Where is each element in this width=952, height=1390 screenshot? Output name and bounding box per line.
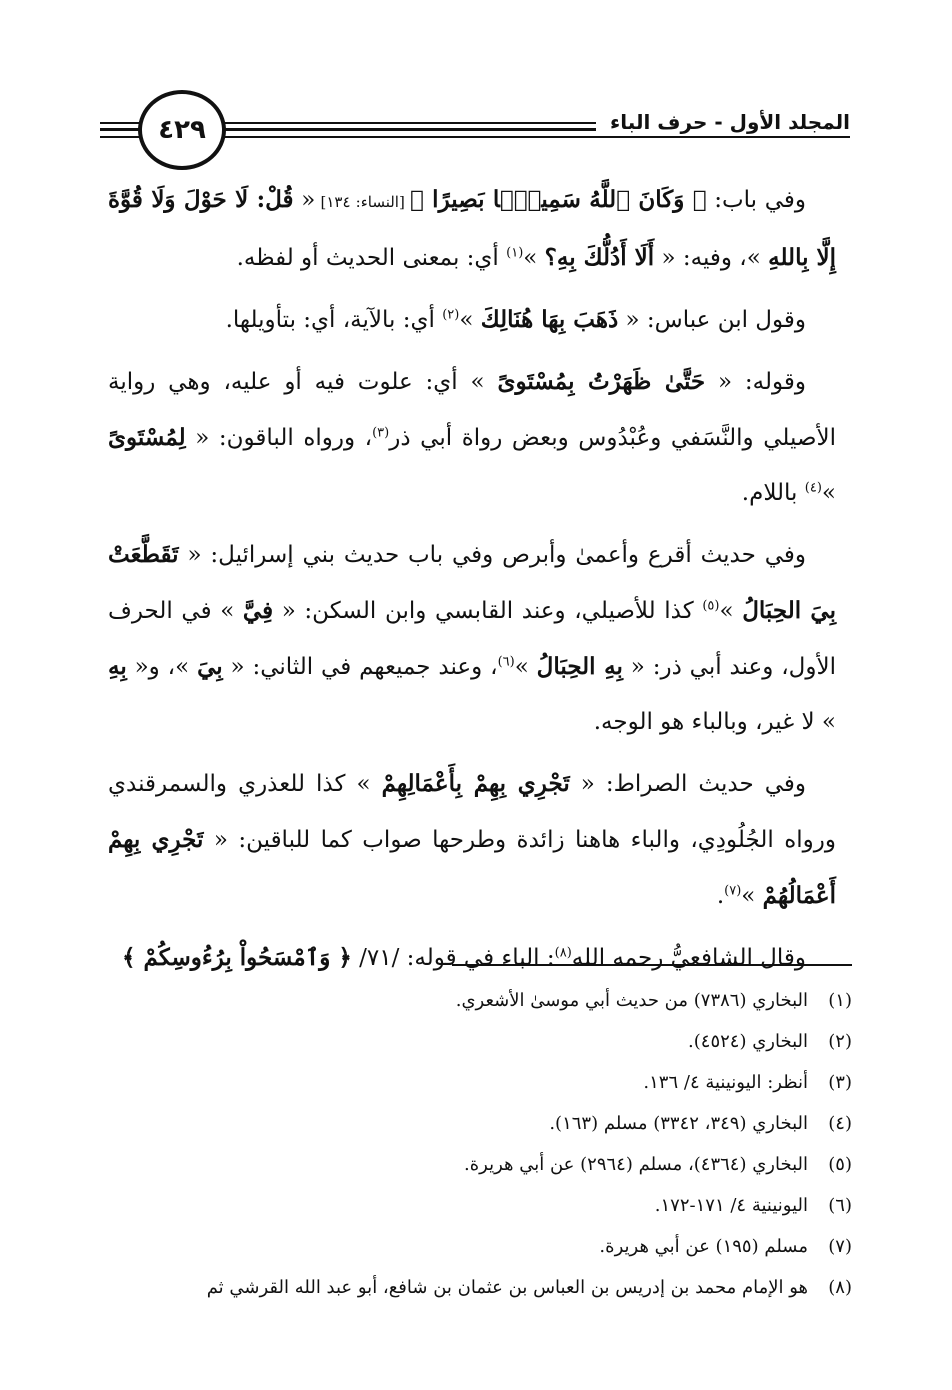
citation-text: [النساء: ١٣٤] bbox=[315, 193, 410, 211]
paragraph bbox=[108, 930, 836, 986]
footnote-reference: (٦) bbox=[497, 654, 515, 670]
footnote bbox=[100, 1185, 852, 1226]
footnote-reference: (١) bbox=[506, 245, 524, 261]
text-segment: » في الحرف الأول، وعند أبي ذر: « bbox=[108, 598, 837, 680]
text-segment: » bbox=[514, 654, 537, 680]
footnote-number: (٨) bbox=[828, 1277, 852, 1298]
page-number: ٤٢٩ bbox=[138, 90, 226, 170]
text-segment: » لا غير، وبالباء هو الوجه. bbox=[593, 709, 836, 735]
footnote-text: البخاري (٤٣٦٤)، مسلم (٢٩٦٤) عن أبي هريرة. bbox=[464, 1154, 808, 1175]
footnote bbox=[100, 1021, 852, 1062]
footnote-reference: (٤) bbox=[804, 480, 822, 496]
text-segment: » bbox=[821, 480, 836, 506]
quoted-text: بِيَ bbox=[197, 653, 223, 680]
footnote-reference: (٥) bbox=[702, 598, 720, 614]
footnote-number: (٥) bbox=[828, 1154, 852, 1175]
quoted-text: بِهِ الحِبَالُ bbox=[536, 653, 623, 680]
text-segment: : الباء في قوله: /٧١/ bbox=[351, 945, 555, 971]
quoted-text: ﴿ وَٱمْسَحُواْ بِرُءُوسِكُمْ ﴾ bbox=[121, 944, 352, 971]
text-segment: » bbox=[523, 245, 545, 271]
footnotes bbox=[100, 980, 852, 1308]
footnote bbox=[100, 1267, 852, 1308]
footnote-reference: (٣) bbox=[372, 425, 390, 441]
footnote bbox=[100, 1144, 852, 1185]
text-segment: وفي حديث أقرع وأعمىٰ وأبرص وفي باب حديث بني إسرائيل: « bbox=[178, 542, 806, 568]
text-segment: أي: بمعنى الحديث أو لفظه. bbox=[236, 245, 507, 271]
footnote-text: أنظر: اليونينية ٤/ ١٣٦. bbox=[643, 1072, 808, 1093]
paragraph bbox=[108, 292, 836, 348]
footnote-text: اليونينية ٤/ ١٧١-١٧٢. bbox=[654, 1195, 808, 1216]
paragraph bbox=[108, 172, 836, 286]
paragraph bbox=[108, 756, 836, 924]
text-segment: ، وعند جميعهم في الثاني: « bbox=[222, 654, 498, 680]
footnote-text: البخاري (٧٣٨٦) من حديث أبي موسىٰ الأشعري. bbox=[455, 990, 808, 1011]
text-segment: »، و« bbox=[126, 654, 198, 680]
text-segment: وقول ابن عباس: « bbox=[618, 307, 806, 333]
quoted-text: قُلْ: لَا حَوْلَ وَلَا قُوَّةَ إِلَّا بِاللهِ bbox=[108, 186, 836, 271]
text-segment: »، وفيه: « bbox=[654, 245, 769, 271]
footnote bbox=[100, 1226, 852, 1267]
footnote-reference: (٨) bbox=[554, 945, 572, 961]
text-segment: كذا للأصيلي، وعند القابسي وابن السكن: « bbox=[273, 598, 703, 624]
text-segment: وقوله: « bbox=[705, 369, 806, 395]
paragraph bbox=[108, 354, 836, 521]
quoted-text: ﴿ وَكَانَ ٱللَّهُ سَمِيعًۢا بَصِيرًا ﴾ bbox=[409, 186, 707, 213]
text-segment: وفي حديث الصراط: « bbox=[569, 771, 807, 797]
quoted-text: لِمُسْتَوىً bbox=[108, 424, 186, 451]
footnote-reference: (٢) bbox=[442, 307, 460, 323]
quoted-text: أَلَا أَدُلُّكَ بِهِ؟ bbox=[544, 244, 655, 271]
footnote-text: البخاري (٣٤٩، ٣٣٤٢) مسلم (١٦٣). bbox=[549, 1113, 808, 1134]
footnote bbox=[100, 1103, 852, 1144]
quoted-text: ذَهَبَ بِهَا هُنَالِكَ bbox=[480, 306, 619, 333]
text-segment: » أي: علوت فيه أو عليه، وهي رواية الأصيلي والنَّسَفي وعُبْدُوس وبعض رواة أبي ذر bbox=[108, 369, 836, 451]
text-segment: ، ورواه الباقون: « bbox=[185, 425, 373, 451]
quoted-text: بِهِ bbox=[108, 653, 127, 680]
footnote bbox=[100, 980, 852, 1021]
footnote-text: البخاري (٤٥٢٤). bbox=[688, 1031, 808, 1052]
footnote-text: هو الإمام محمد بن إدريس بن العباس بن عثمان بن شافع، أبو عبد الله القرشي ثم bbox=[206, 1277, 808, 1298]
quoted-text: حَتَّىٰ ظَهَرْتُ بِمُسْتَوىً bbox=[497, 368, 706, 395]
footnote-number: (٧) bbox=[828, 1236, 852, 1257]
text-segment: » كذا للعذري والسمرقندي ورواه الجُلُودِي، والباء هاهنا زائدة وطرحها صواب كما للباقين: « bbox=[108, 771, 836, 853]
page-header bbox=[100, 84, 850, 174]
text-segment: أي: بالآية، أي: بتأويلها. bbox=[225, 307, 443, 333]
paragraph bbox=[108, 527, 836, 750]
text-segment: وقال الشافعيُّ رحمه الله bbox=[571, 945, 806, 971]
footnote bbox=[100, 1062, 852, 1103]
footnote-text: مسلم (١٩٥) عن أبي هريرة. bbox=[599, 1236, 808, 1257]
text-segment: باللام. bbox=[741, 480, 805, 506]
footnote-reference: (٧) bbox=[724, 883, 742, 899]
quoted-text: فِيَّ bbox=[242, 597, 274, 624]
footnote-number: (٢) bbox=[828, 1031, 852, 1052]
text-segment: وفي باب: bbox=[706, 187, 806, 213]
text-segment: . bbox=[716, 883, 725, 909]
footnote-number: (٤) bbox=[828, 1113, 852, 1134]
footnote-number: (٦) bbox=[828, 1195, 852, 1216]
text-segment: » bbox=[741, 883, 763, 909]
text-segment: « bbox=[293, 187, 316, 213]
main-text bbox=[108, 172, 836, 992]
quoted-text: تَقَطَّعَتْ بِيَ الحِبَالُ bbox=[108, 541, 836, 624]
text-segment: » bbox=[459, 307, 481, 333]
quoted-text: تَجْرِي بِهِمْ بِأَعْمَالِهِمْ bbox=[381, 770, 570, 797]
footnote-number: (١) bbox=[828, 990, 852, 1011]
footnote-separator bbox=[452, 964, 852, 966]
quoted-text: تَجْرِي بِهِمْ أَعْمَالُهُمْ bbox=[108, 826, 836, 909]
text-segment: » bbox=[719, 598, 743, 624]
footnote-number: (٣) bbox=[828, 1072, 852, 1093]
running-title: المجلد الأول - حرف الباء bbox=[596, 110, 850, 134]
